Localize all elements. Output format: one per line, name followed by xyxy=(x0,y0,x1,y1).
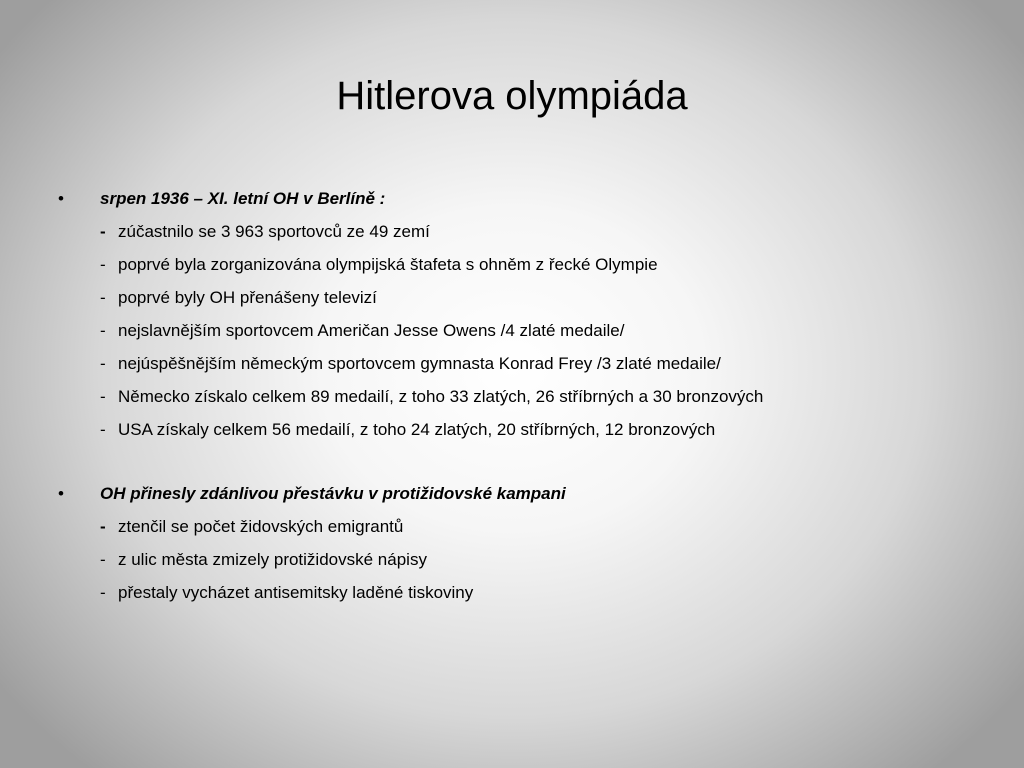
list-item-text: nejúspěšnějším německým sportovcem gymnasta Konrad Frey /3 zlaté medaile/ xyxy=(118,354,721,373)
dash-marker: - xyxy=(100,255,106,274)
list-item xyxy=(0,413,1024,446)
list-item-text: nejslavnějším sportovcem Američan Jesse Owens /4 zlaté medaile/ xyxy=(118,321,625,340)
list-item xyxy=(0,314,1024,347)
dash-marker: - xyxy=(100,583,106,602)
dash-marker: - xyxy=(100,420,106,439)
list-item xyxy=(0,576,1024,609)
list-item xyxy=(0,543,1024,576)
list-item-text: poprvé byly OH přenášeny televizí xyxy=(118,288,377,307)
list-item-text: přestaly vycházet antisemitsky laděné tiskoviny xyxy=(118,583,474,602)
list-item xyxy=(0,281,1024,314)
list-item xyxy=(0,215,1024,248)
dash-marker: - xyxy=(100,550,106,569)
bullet-icon: • xyxy=(58,484,64,503)
dash-marker: - xyxy=(100,354,106,373)
section-olympics-1936 xyxy=(0,182,1024,446)
bullet-heading xyxy=(0,182,1024,215)
list-item xyxy=(0,510,1024,543)
list-item-text: poprvé byla zorganizována olympijská štafeta s ohněm z řecké Olympie xyxy=(118,255,658,274)
bullet-heading xyxy=(0,477,1024,510)
section-antisemitic-pause xyxy=(0,477,1024,609)
dash-marker: - xyxy=(100,222,106,241)
list-item xyxy=(0,347,1024,380)
list-item-text: ztenčil se počet židovských emigrantů xyxy=(118,517,404,536)
list-item xyxy=(0,248,1024,281)
dash-marker: - xyxy=(100,288,106,307)
dash-marker: - xyxy=(100,387,106,406)
section-heading: OH přinesly zdánlivou přestávku v protižidovské kampani xyxy=(100,484,566,503)
bullet-icon: • xyxy=(58,189,64,208)
list-item-text: z ulic města zmizely protižidovské nápisy xyxy=(118,550,427,569)
list-item xyxy=(0,380,1024,413)
list-item-text: zúčastnilo se 3 963 sportovců ze 49 zemí xyxy=(118,222,430,241)
dash-marker: - xyxy=(100,321,106,340)
section-heading: srpen 1936 – XI. letní OH v Berlíně : xyxy=(100,189,386,208)
slide-title: Hitlerova olympiáda xyxy=(336,74,688,118)
list-item-text: Německo získalo celkem 89 medailí, z toho 33 zlatých, 26 stříbrných a 30 bronzových xyxy=(118,387,764,406)
dash-marker: - xyxy=(100,517,106,536)
list-item-text: USA získaly celkem 56 medailí, z toho 24 zlatých, 20 stříbrných, 12 bronzových xyxy=(118,420,716,439)
